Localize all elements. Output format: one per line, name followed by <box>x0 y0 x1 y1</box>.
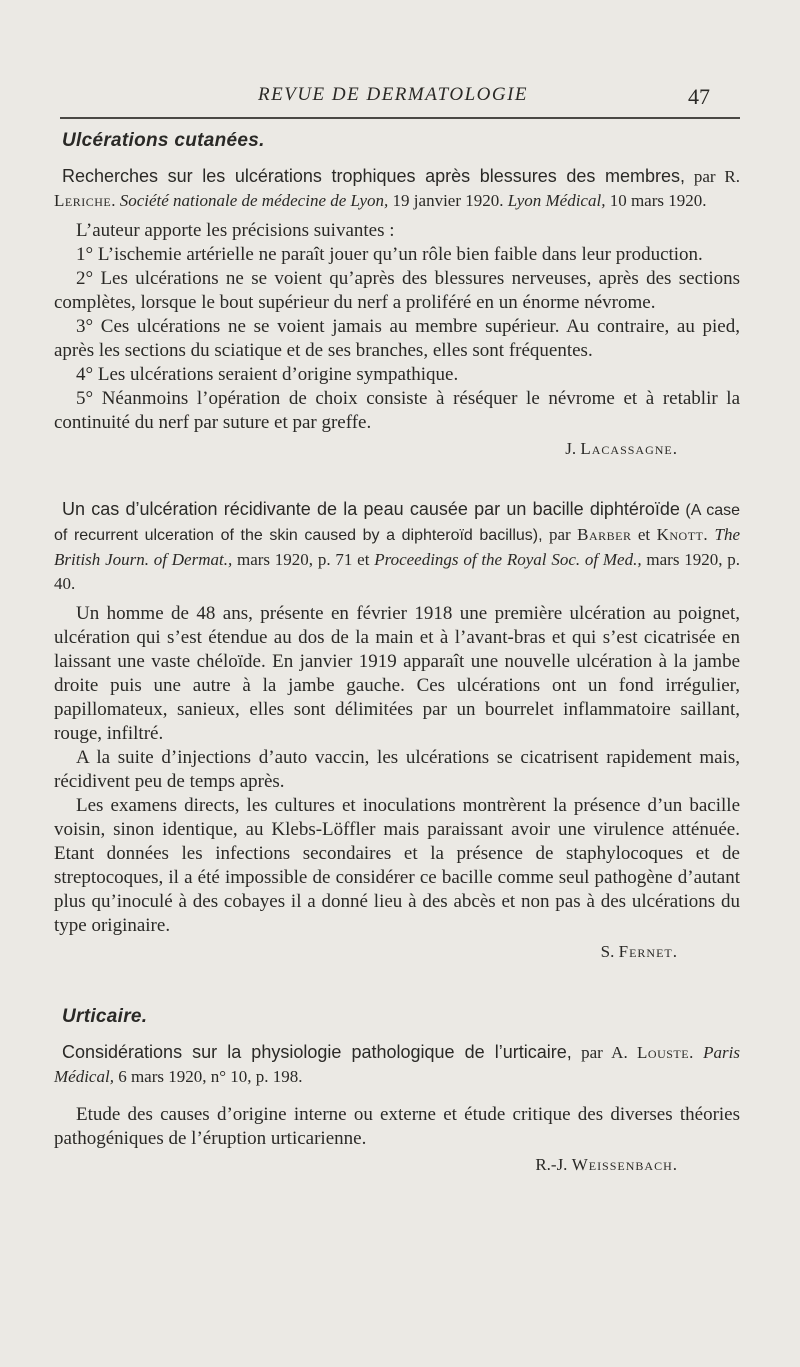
section-title-urticaire: Urticaire. <box>62 1006 148 1027</box>
article1-signature-initial: J. <box>565 439 577 458</box>
article2-paragraph: A la suite d’injections d’auto vaccin, les ulcérations se cicatrisent rapidement mais, récidivent peu de temps après. <box>54 747 740 792</box>
article1-title: Recherches sur les ulcérations trophiques après blessures des membres, <box>62 166 686 186</box>
article2-paragraph: Les examens directs, les cultures et inoculations montrèrent la présence d’un bacille voisin, sinon identique, au Klebs-Löffler mais paraissant avoir une virulence atténuée. Etant données les infections secondaires et la présence de staphylocoques et de streptocoques, il a été impossible de considérer ce bacille comme seul pathogène d’autant plus qu’inoculé à des cobayes il a donné lieu à des abcès et non pas à des ulcérations du type originaire. <box>54 795 740 936</box>
article3-paragraph: Etude des causes d’origine interne ou externe et étude critique des diverses théories pathogéniques de l’éruption urticarienne. <box>54 1104 740 1149</box>
article2-signature <box>54 940 678 964</box>
article2-journal2: Proceedings of the Royal Soc. of Med., <box>374 550 642 569</box>
spacer <box>54 461 740 485</box>
article1-signature-name: Lacassagne. <box>580 439 678 458</box>
article2-english-title: (A case of recurrent ulceration of the skin caused by a diphteroïd bacillus), <box>54 502 741 544</box>
article2-and: et <box>637 525 651 544</box>
article3-heading <box>54 1040 740 1089</box>
article1-paragraph: 3° Ces ulcérations ne se voient jamais au membre supérieur. Au contraire, au pied, après les sections du sciatique et de ses branches, elles sont fréquentes. <box>54 316 740 361</box>
article2-title: Un cas d’ulcération récidivante de la peau causée par un bacille diphtéroïde <box>62 499 680 519</box>
page-number: 47 <box>688 84 710 109</box>
section-title-ulcerations: Ulcérations cutanées. <box>62 130 265 151</box>
article1-signature <box>54 437 678 461</box>
article3-by: par A. <box>581 1043 628 1062</box>
article1-journal1: Société nationale de médecine de Lyon, <box>119 191 389 210</box>
article1-heading: Recherches sur les ulcérations trophiques après blessures des membres, par R. Leriche. Société nationale de médecine de Lyon, 19 janvier 1920. Lyon Médical, 10 mars 1920. <box>54 166 740 210</box>
article1-paragraph: L’auteur apporte les précisions suivantes : <box>76 220 395 241</box>
article1-paragraph: 2° Les ulcérations ne se voient qu’après des blessures nerveuses, après des sections complètes, lorsque le bout supérieur du nerf a proliféré en un énorme névrome. <box>54 268 740 313</box>
header-rule <box>60 117 740 119</box>
running-head <box>0 84 800 114</box>
article2-paragraph: Un homme de 48 ans, présente en février 1918 une première ulcération au poignet, ulcération qui s’est étendue au dos de la main et à l’avant-bras et qui s’est cicatrisée en laissant une vaste chéloïde. En janvier 1919 apparaît une nouvelle ulcération à la jambe droite puis une autre à la jambe gauche. Ces ulcérations ont un fond irrégulier, papillomateux, sanieux, elles sont délimitées par un bourrelet inflammatoire saillant, rouge, infiltré. <box>54 603 740 744</box>
article1-author: Leriche <box>54 191 112 210</box>
article1-paragraph: 4° Les ulcérations seraient d’origine sympathique. <box>76 364 459 385</box>
article2-journal1: The British Journ. of Dermat., <box>54 525 741 569</box>
article2-author2: Knott. <box>656 525 709 544</box>
article2-signature-initial: S. <box>600 942 615 961</box>
article3-signature-name: Weissenbach. <box>571 1155 678 1174</box>
spacer <box>54 964 740 1006</box>
article1-date1: 19 janvier 1920. <box>392 191 504 210</box>
article1-paragraph: 1° L’ischemie artérielle ne paraît jouer qu’un rôle bien faible dans leur production. <box>76 244 703 265</box>
article2-signature-name: Fernet. <box>618 942 678 961</box>
article3-signature <box>54 1153 678 1177</box>
article3-date: 6 mars 1920, n° 10, p. 198. <box>118 1067 303 1086</box>
content <box>54 130 740 1177</box>
article2-body <box>54 602 740 938</box>
article1-date2: 10 mars 1920. <box>609 191 707 210</box>
running-title: REVUE DE DERMATOLOGIE <box>258 84 529 105</box>
article1-journal2: Lyon Médical, <box>507 191 606 210</box>
article3-journal: Paris Médical, <box>54 1043 741 1086</box>
article1-paragraph: 5° Néanmoins l’opération de choix consiste à réséquer le névrome et à retablir la continuité du nerf par suture et par greffe. <box>54 388 740 433</box>
article2-by: par <box>548 525 571 544</box>
article3-title: Considérations sur la physiologie pathologique de l’urticaire, <box>62 1042 572 1062</box>
article1-by: par R. <box>693 167 740 186</box>
article2-date1: mars 1920, p. 71 et <box>236 550 370 569</box>
article3-author: Louste. <box>637 1043 694 1062</box>
article3-body <box>54 1103 740 1151</box>
article2-date2: mars 1920, p. 40. <box>54 550 740 593</box>
article2-heading <box>54 497 740 596</box>
article1-body <box>54 219 740 435</box>
article3-signature-initial: R.-J. <box>535 1155 568 1174</box>
article2-author1: Barber <box>577 525 632 544</box>
